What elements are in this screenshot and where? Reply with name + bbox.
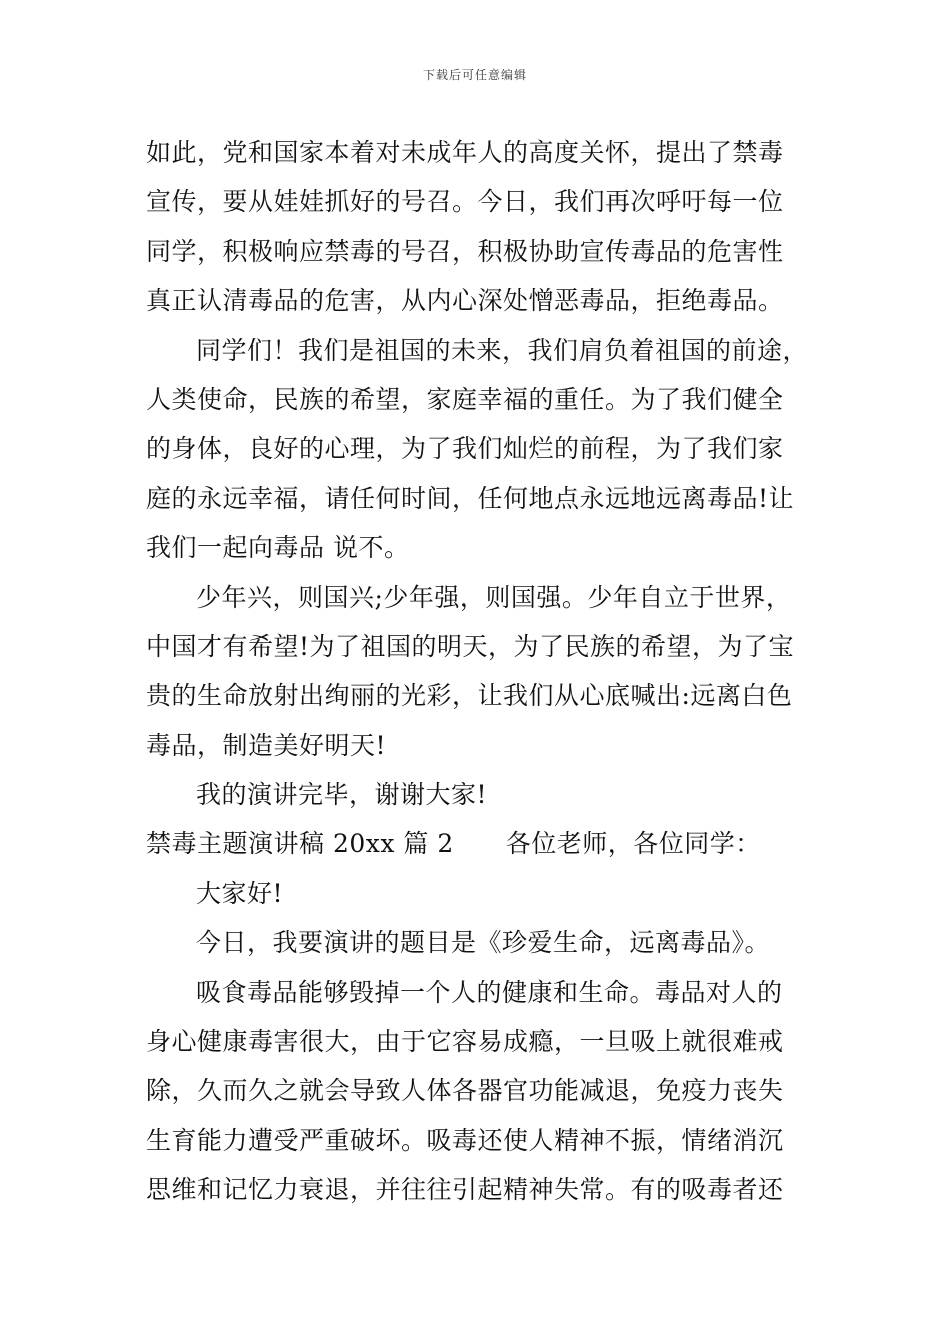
text-line: 思维和记忆力衰退，并往往引起精神失常。有的吸毒者还 (146, 1175, 784, 1205)
header-note: 下载后可任意编辑 (422, 68, 527, 82)
text-line: 同学们！我们是祖国的未来，我们肩负着祖国的前途， (196, 335, 809, 365)
text-line: 我的演讲完毕，谢谢大家! (196, 780, 488, 810)
text-line: 宣传，要从娃娃抓好的号召。今日，我们再次呼吁每一位 (146, 187, 784, 217)
text-line: 身心健康毒害很大，由于它容易成瘾，一旦吸上就很难戒 (146, 1027, 784, 1057)
text-line: 今日，我要演讲的题目是《珍爱生命，远离毒品》。 (196, 928, 771, 958)
text-line: 吸食毒品能够毁掉一个人的健康和生命。毒品对人的 (196, 977, 783, 1007)
section-heading-line (146, 819, 816, 868)
text-line: 的身体，良好的心理，为了我们灿烂的前程，为了我们家 (146, 434, 784, 464)
text-line: 同学，积极响应禁毒的号召，积极协助宣传毒品的危害性 (146, 236, 784, 266)
text-line: 如此，党和国家本着对未成年人的高度关怀，提出了禁毒 (146, 138, 784, 167)
greeting-inline: 各位老师，各位同学： (505, 829, 761, 859)
text-line: 大家好! (196, 878, 284, 908)
text-line: 我们一起向毒品 说不。 (146, 533, 410, 563)
text-line: 少年兴，则国兴;少年强，则国强。少年自立于世界， (196, 582, 792, 612)
text-line: 人类使命，民族的希望，家庭幸福的重任。为了我们健全 (146, 384, 784, 414)
text-line: 中国才有希望!为了祖国的明天，为了民族的希望，为了宝 (146, 631, 795, 661)
body-text (146, 128, 816, 1215)
text-line: 除，久而久之就会导致人体各器官功能减退，免疫力丧失 (146, 1076, 784, 1106)
section-title: 禁毒主题演讲稿 20xx 篇 2 (146, 829, 454, 859)
text-line: 庭的永远幸福，请任何时间，任何地点永远地远离毒品!让 (146, 483, 795, 513)
text-line: 生育能力遭受严重破坏。吸毒还使人精神不振，情绪消沉 (146, 1125, 784, 1155)
text-line: 毒品，制造美好明天! (146, 730, 387, 760)
text-line: 真正认清毒品的危害，从内心深处憎恶毒品，拒绝毒品。 (146, 286, 784, 316)
text-line: 贵的生命放射出绚丽的光彩，让我们从心底喊出:远离白色 (146, 681, 793, 711)
